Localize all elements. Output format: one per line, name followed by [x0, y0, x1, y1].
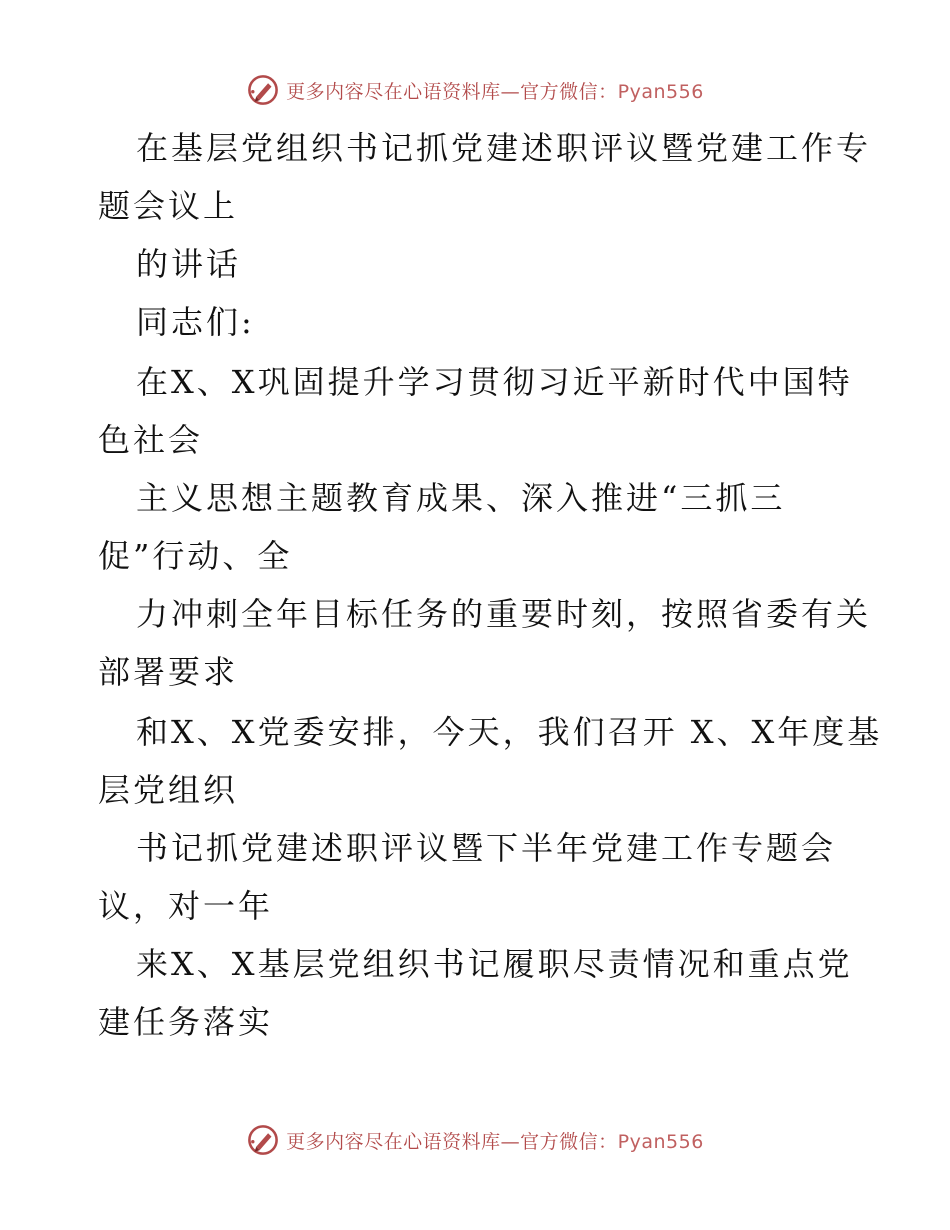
title-line-1: 在基层党组织书记抓党建述职评议暨党建工作专: [136, 129, 872, 167]
paragraph-line: 书记抓党建述职评议暨下半年党建工作专题会: [136, 829, 837, 867]
paragraph-line: 建任务落实: [98, 1003, 274, 1041]
paragraph-line: 议，对一年: [98, 887, 274, 925]
footer-watermark: [0, 1120, 950, 1160]
paragraph-line: 来X、X基层党组织书记履职尽责情况和重点党: [136, 945, 853, 983]
title-line-3: 的讲话: [136, 245, 242, 283]
watermark-contact: Pyan556: [617, 80, 704, 103]
pen-seal-icon: [246, 1123, 280, 1157]
watermark-group: [246, 73, 704, 107]
paragraph-line: 在X、X巩固提升学习贯彻习近平新时代中国特: [136, 363, 853, 401]
watermark-text: 更多内容尽在心语资料库—官方微信：Pyan556: [286, 1130, 704, 1153]
header-watermark: [0, 70, 950, 110]
paragraph-line: 色社会: [98, 421, 204, 459]
paragraph-line: 层党组织: [98, 771, 239, 809]
watermark-group: [246, 1123, 704, 1157]
paragraph-line: 部署要求: [98, 653, 239, 691]
paragraph-line: 力冲刺全年目标任务的重要时刻，按照省委有关: [136, 595, 872, 633]
watermark-contact: Pyan556: [617, 1130, 704, 1153]
title-line-2: 题会议上: [98, 187, 239, 225]
paragraph-line: 主义思想主题教育成果、深入推进“三抓三: [136, 479, 786, 517]
salutation: 同志们:: [136, 303, 255, 341]
pen-seal-icon: [246, 73, 280, 107]
paragraph-line: 和X、X党委安排，今天，我们召开 X、X年度基: [136, 713, 883, 751]
watermark-text: 更多内容尽在心语资料库—官方微信：Pyan556: [286, 80, 704, 103]
paragraph-line: 促”行动、全: [98, 537, 293, 575]
